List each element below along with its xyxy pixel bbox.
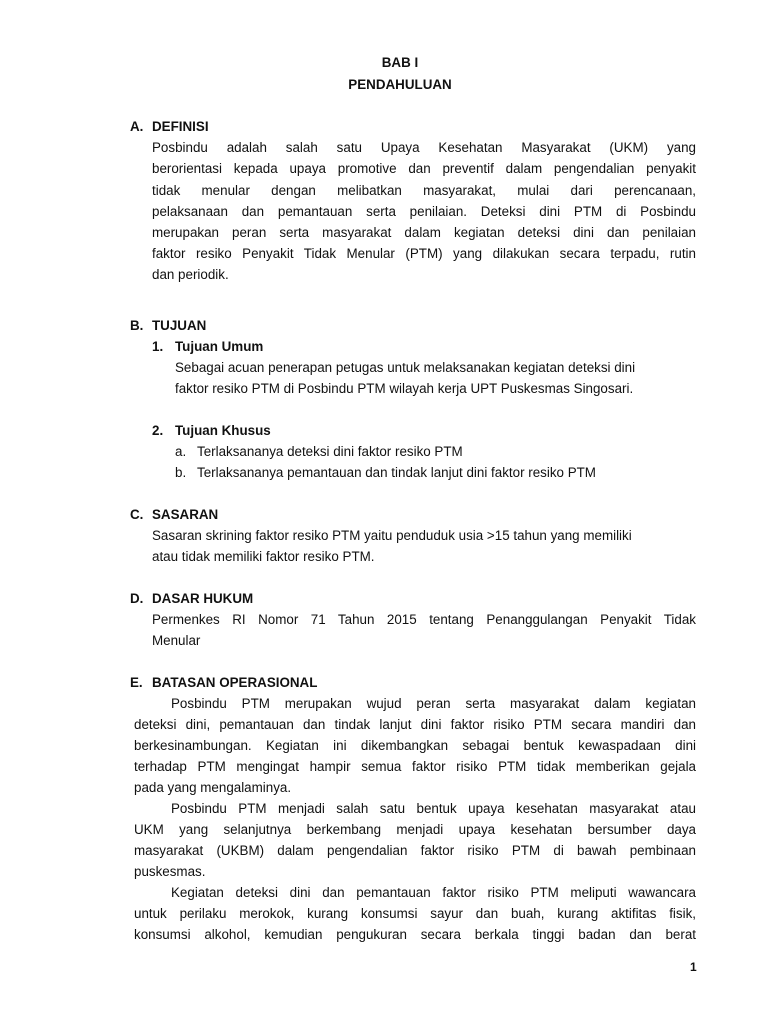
section-a-line: tidak menular dengan melibatkan masyarakat, mulai dari perencanaan, [152,183,696,198]
section-e-line: terhadap PTM mengingat hampir semua faktor risiko PTM tidak memberikan gejala [134,759,696,774]
section-a-line: Posbindu adalah salah satu Upaya Kesehatan Masyarakat (UKM) yang [152,140,696,155]
list-item-marker: a. [175,444,187,459]
section-d-line: Menular [152,633,201,648]
section-c-line: Sasaran skrining faktor resiko PTM yaitu penduduk usia >15 tahun yang memiliki [152,528,632,543]
page-number: 1 [690,960,697,974]
list-item-text: Terlaksananya pemantauan dan tindak lanjut dini faktor resiko PTM [197,465,596,480]
section-a-line: dan periodik. [152,267,229,282]
section-e-line: puskesmas. [134,864,206,879]
section-e-line: Kegiatan deteksi dini dan pemantauan faktor risiko PTM meliputi wawancara [171,885,696,900]
section-a-title: DEFINISI [152,119,209,134]
section-e-line: Posbindu PTM merupakan wujud peran serta masyarakat dalam kegiatan [171,696,696,711]
section-e-line: Posbindu PTM menjadi salah satu bentuk upaya kesehatan masyarakat atau [171,801,696,816]
list-item-text: Terlaksananya deteksi dini faktor resiko PTM [197,444,463,459]
section-d-letter: D. [130,591,144,606]
section-c-letter: C. [130,507,144,522]
section-e-line: berkesinambungan. Kegiatan ini dikembangkan sebagai bentuk kewaspadaan dini [134,738,696,753]
section-e-line: deteksi dini, pemantauan dan tindak lanjut dini faktor risiko PTM secara mandiri dan [134,717,696,732]
section-b-letter: B. [130,318,144,333]
section-e-line: untuk perilaku merokok, kurang konsumsi sayur dan buah, kurang aktifitas fisik, [134,906,696,921]
section-e-letter: E. [130,675,143,690]
section-a-line: merupakan peran serta masyarakat dalam kegiatan deteksi dini dan penilaian [152,225,696,240]
section-b-title: TUJUAN [152,318,207,333]
section-d-line: Permenkes RI Nomor 71 Tahun 2015 tentang Penanggulangan Penyakit Tidak [152,612,696,627]
section-d-title: DASAR HUKUM [152,591,254,606]
section-e-line: konsumsi alkohol, kemudian pengukuran secara berkala tinggi badan dan berat [134,927,696,942]
section-c-title: SASARAN [152,507,219,522]
section-e-title: BATASAN OPERASIONAL [152,675,318,690]
section-e-line: pada yang mengalaminya. [134,780,292,795]
subsection-1-number: 1. [152,339,164,354]
list-item-marker: b. [175,465,187,480]
section-a-line: faktor resiko Penyakit Tidak Menular (PTM) yang dilakukan secara terpadu, rutin [152,246,696,261]
section-a-letter: A. [130,119,144,134]
section-e-line: masyarakat (UKBM) dalam pengendalian faktor risiko PTM di bawah pembinaan [134,843,696,858]
subsection-2-number: 2. [152,423,164,438]
section-c-line: atau tidak memiliki faktor resiko PTM. [152,549,375,564]
subsection-2-title: Tujuan Khusus [175,423,271,438]
subsection-1-title: Tujuan Umum [175,339,264,354]
subsection-1-line: Sebagai acuan penerapan petugas untuk melaksanakan kegiatan deteksi dini [175,360,636,375]
subsection-1-line: faktor resiko PTM di Posbindu PTM wilayah kerja UPT Puskesmas Singosari. [175,381,634,396]
section-e-line: UKM yang selanjutnya berkembang menjadi upaya kesehatan bersumber daya [134,822,696,837]
section-a-line: berorientasi kepada upaya promotive dan preventif dalam pengendalian penyakit [152,161,696,176]
chapter-label: BAB I [381,55,419,70]
chapter-title: PENDAHULUAN [348,77,452,92]
section-a-line: pelaksanaan dan pemantauan serta penilaian. Deteksi dini PTM di Posbindu [152,204,696,219]
